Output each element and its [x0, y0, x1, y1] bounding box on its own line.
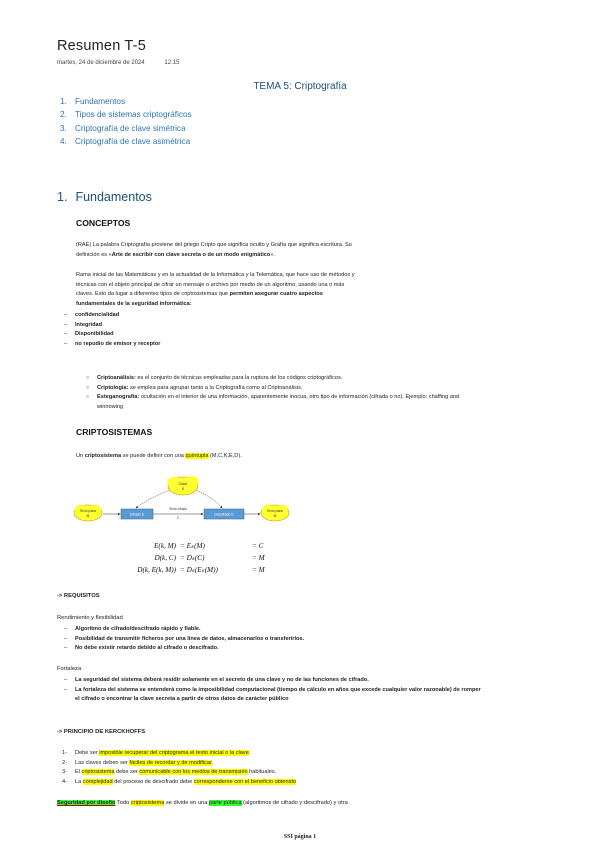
list-item: 2- Las claves deben ser fáciles de recordar y de modificar.	[62, 759, 214, 766]
section-heading-fundamentos: 1. Fundamentos	[57, 190, 152, 204]
subheading-criptosistemas: CRIPTOSISTEMAS	[76, 427, 153, 437]
plaintext-right-cloud	[261, 505, 289, 522]
cipher-formulas	[118, 540, 282, 576]
svg-text:Cifrado E: Cifrado E	[129, 512, 145, 517]
list-item: – confidencialidad	[64, 311, 160, 321]
list-item: – Disponibilidad	[64, 330, 160, 340]
key-cloud	[167, 476, 199, 495]
list-item: ○ Criptología: se emplea para agrupar tanto a la Criptografía como al Criptoanálisis.	[86, 384, 466, 394]
svg-text:Clave: Clave	[178, 482, 188, 486]
toc-item-2[interactable]: 2. Tipos de sistemas criptográficos	[60, 110, 192, 120]
page-footer: SSI página 1	[283, 834, 317, 840]
list-item: – No debe existir retardo debido al cifrado o descifrado.	[64, 644, 484, 654]
kerckhoffs-list	[62, 749, 502, 787]
paragraph-rae: (RAE) La palabra Criptografía proviene del griego Cripto que significa oculto y Grafía que significa escritura. Su definición es «Arte de escribir con clave secreta o de un modo enigmático».	[76, 242, 352, 258]
list-item: 1- Debe ser imposible recuperar del criptograma el texto inicial o la clave.	[62, 750, 251, 756]
page-title: Resumen T-5	[57, 38, 146, 54]
paragraph-definition: Rama inicial de las Matemáticas y en la actualidad de la Informática y la Telemática, que hace uso de métodos y técnicas con el objeto principal de cifrar un mensaje o archivo por medio de un algoritmo, usando una o más claves. Esto da lugar a diferentes tipos de criptosistemas que permiten asegurar cuatro aspectos fundamentales de la seguridad informática:	[76, 272, 355, 307]
subheading-conceptos: CONCEPTOS	[76, 218, 131, 228]
page-datetime	[57, 60, 179, 66]
list-item: 3- El criptosistema debe ser comunicable con los medios de transmisión habituales.	[62, 769, 277, 775]
svg-text:Texto plano: Texto plano	[266, 509, 284, 513]
list-item: – La fortaleza del sistema se entenderá como la imposibilidad computacional (tiempo de cálculo en años que excede cualquier valor razonable) de romper el cifrado o encontrar la clave secreta a partir de otros datos de carácter público	[64, 686, 484, 705]
toc-item-3[interactable]: 3. Criptografía de clave simétrica	[60, 123, 186, 133]
toc-item-4[interactable]: 4. Criptografía de clave asimétrica	[60, 136, 191, 146]
list-item: – La seguridad del sistema deberá residir solamente en el secreto de una clave y no de las funciones de cifrado.	[64, 676, 484, 686]
rendimiento-label: Rendimiento y flexibilidad	[57, 615, 123, 621]
ciphertext-symbol: C	[176, 516, 180, 520]
fortaleza-label: Fortaleza	[57, 666, 82, 672]
list-item: ○ Esteganografía: ocultación en el interior de una información, aparentemente inocua, otro tipo de información (cifrada o no). Ejemplo: chaffing and winnowing	[86, 393, 466, 412]
list-item: – no repudio de emisor y receptor	[64, 340, 160, 350]
terms-list	[86, 374, 466, 412]
svg-text:M: M	[273, 514, 277, 518]
list-item: – Integridad	[64, 321, 160, 331]
formula-row: D(k, C) = Dₖ(C) = M	[154, 554, 265, 562]
decipher-box	[204, 509, 244, 519]
list-item: ○ Criptoanálisis: es el conjunto de técnicas empleadas para la ruptura de los códigos criptográficos.	[86, 374, 466, 384]
formula-row: E(k, M) = Eₖ(M) = C	[154, 542, 264, 550]
list-item: 4- La complejidad del proceso de descifrado debe corresponderse con el beneficio obtenido	[62, 778, 297, 785]
page-time: 12:15	[164, 60, 180, 66]
page-date: martes, 24 de diciembre de 2024	[57, 60, 145, 66]
kerckhoffs-heading: -> PRINCIPIO DE KERCKHOFFS	[57, 729, 146, 735]
security-aspects-list	[64, 311, 160, 349]
list-item: – Algoritmo de cifrado/descifrado rápido y fiable.	[64, 625, 484, 635]
ciphertext-label: Texto cifrado	[168, 507, 188, 511]
svg-text:Descifrado D: Descifrado D	[214, 512, 234, 517]
formula-row: D(k, E(k, M)) = Dₖ(Eₖ(M)) = M	[137, 566, 265, 574]
key-to-decipher-arrow	[196, 490, 222, 508]
list-item: – Posibilidad de transmitir ficheros por una línea de datos, almacenarlos o transferirlos.	[64, 635, 484, 645]
paragraph-quintupla: Un criptosistema se puede definir con una quíntupla (M,C,K,E,D).	[76, 453, 242, 459]
fortaleza-list	[64, 676, 484, 705]
topic-title: TEMA 5: Criptografía	[253, 81, 347, 92]
cryptosystem-diagram	[74, 470, 304, 532]
seguridad-por-diseno-line: Seguridad por diseño Todo criptosistema se divide en una parte pública (algoritmos de cifrado y descifrado) y otra	[57, 800, 348, 806]
cipher-box	[121, 509, 153, 519]
svg-text:M: M	[86, 514, 90, 518]
requisitos-heading: -> REQUISITOS	[57, 593, 100, 599]
toc-item-1[interactable]: 1. Fundamentos	[60, 97, 126, 106]
table-of-contents	[60, 95, 192, 148]
svg-text:Texto plano: Texto plano	[79, 509, 97, 513]
svg-text:K: K	[181, 487, 185, 491]
key-to-cipher-arrow	[136, 490, 170, 508]
plaintext-left-cloud	[74, 505, 102, 522]
rendimiento-list	[64, 625, 484, 654]
